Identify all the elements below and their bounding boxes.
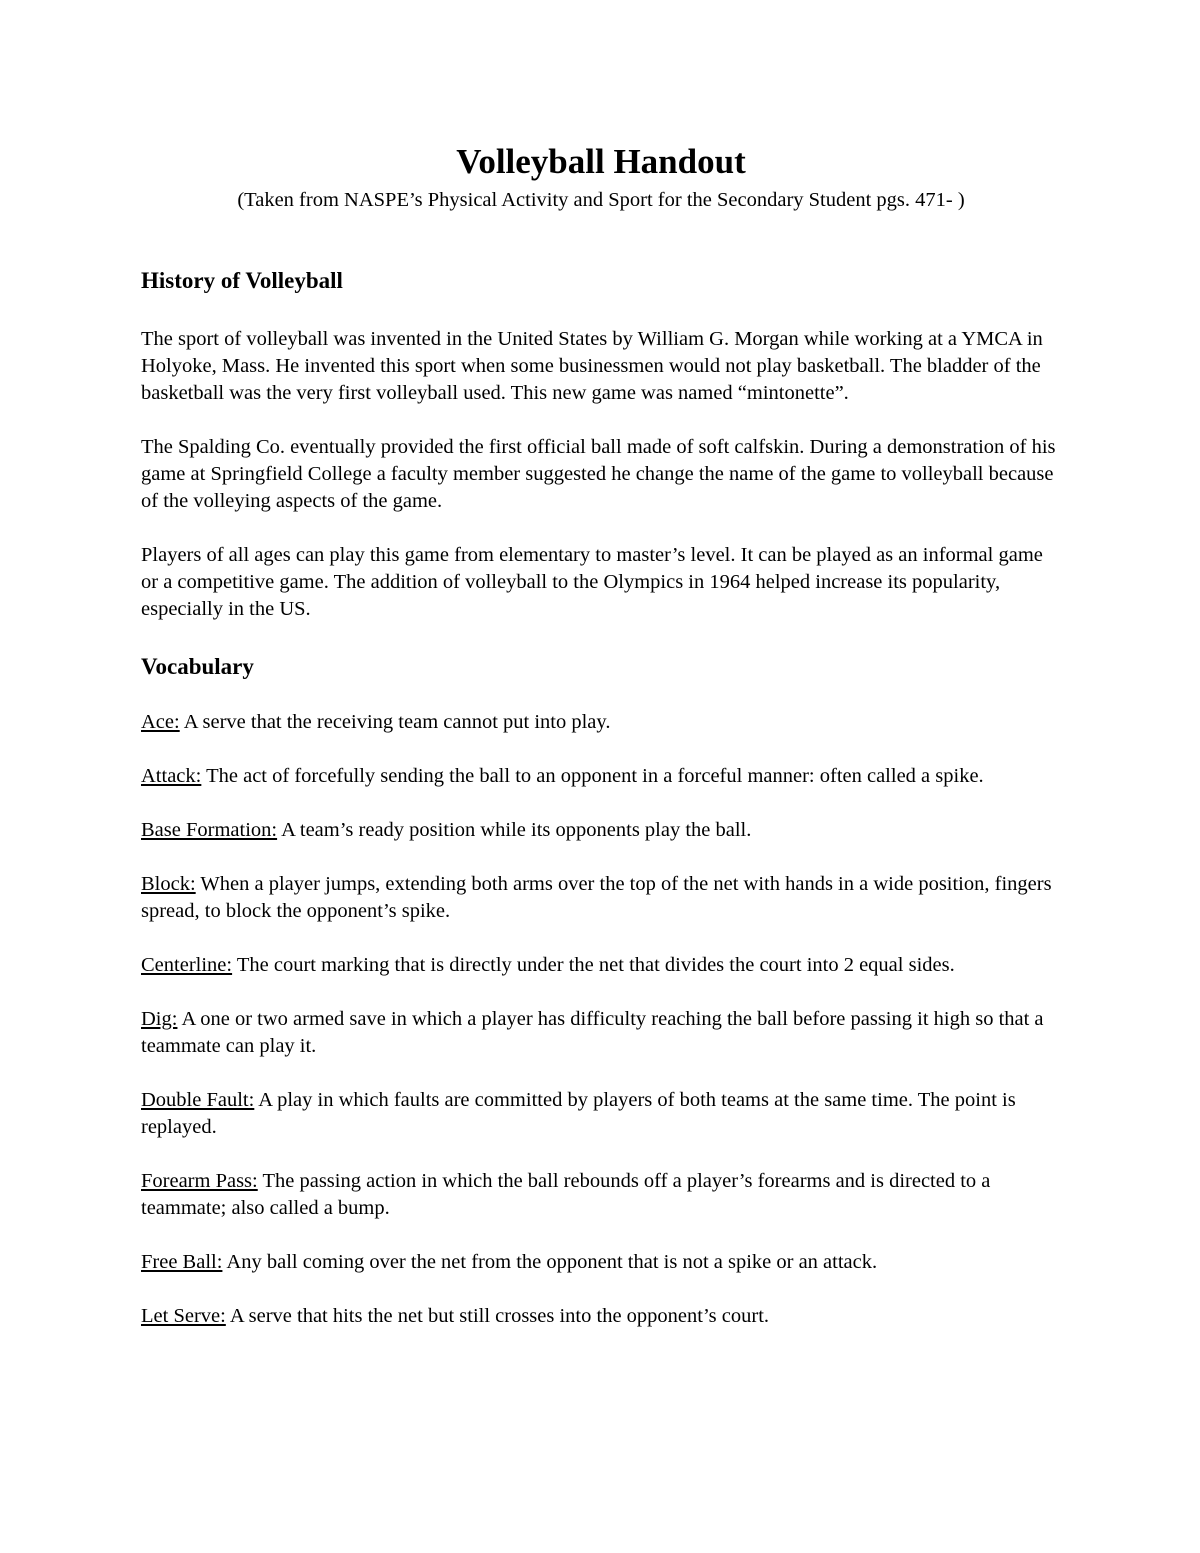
vocabulary-term: Centerline: bbox=[141, 954, 233, 976]
vocabulary-definition: The passing action in which the ball rebounds off a player’s forearms and is directed to a teammate; also called a bump. bbox=[141, 1170, 991, 1219]
vocabulary-term: Dig: bbox=[141, 1008, 178, 1030]
vocabulary-item bbox=[141, 1006, 1061, 1060]
vocabulary-definition: A serve that hits the net but still crosses into the opponent’s court. bbox=[225, 1305, 770, 1327]
vocabulary-item bbox=[141, 952, 1061, 979]
vocabulary-term: Block: bbox=[141, 873, 196, 895]
vocabulary-definition: A play in which faults are committed by players of both teams at the same time. The point is replayed. bbox=[141, 1089, 1016, 1138]
vocabulary-definition: A one or two armed save in which a player has difficulty reaching the ball before passing it high so that a teammate can play it. bbox=[141, 1008, 1044, 1057]
vocabulary-term: Free Ball: bbox=[141, 1251, 223, 1273]
history-paragraph: The Spalding Co. eventually provided the first official ball made of soft calfskin. During a demonstration of his game at Springfield College a faculty member suggested he change the name of the game to volleyball because of the volleying aspects of the game. bbox=[141, 436, 1056, 512]
vocabulary-definition: Any ball coming over the net from the opponent that is not a spike or an attack. bbox=[222, 1251, 878, 1273]
history-heading: History of Volleyball bbox=[141, 268, 343, 293]
vocabulary-item bbox=[141, 1087, 1061, 1141]
document-subtitle: (Taken from NASPE’s Physical Activity and Sport for the Secondary Student pgs. 471- ) bbox=[237, 189, 965, 211]
vocabulary-item bbox=[141, 763, 1061, 790]
document-page bbox=[141, 138, 1061, 1357]
vocabulary-definition: The act of forcefully sending the ball to an opponent in a forceful manner: often called a spike. bbox=[201, 765, 984, 787]
history-paragraph: Players of all ages can play this game from elementary to master’s level. It can be played as an informal game or a competitive game. The addition of volleyball to the Olympics in 1964 helped increase its popularity, especially in the US. bbox=[141, 544, 1043, 620]
vocabulary-term: Double Fault: bbox=[141, 1089, 255, 1111]
vocabulary-definition: A serve that the receiving team cannot put into play. bbox=[179, 711, 611, 733]
vocabulary-term: Forearm Pass: bbox=[141, 1170, 258, 1192]
vocabulary-definition: When a player jumps, extending both arms over the top of the net with hands in a wide position, fingers spread, to block the opponent’s spike. bbox=[141, 873, 1052, 922]
vocabulary-term: Base Formation: bbox=[141, 819, 278, 841]
vocabulary-item bbox=[141, 871, 1061, 925]
vocabulary-item bbox=[141, 1168, 1061, 1222]
vocabulary-item bbox=[141, 1249, 1061, 1276]
vocabulary-item bbox=[141, 1303, 1061, 1330]
history-paragraph: The sport of volleyball was invented in the United States by William G. Morgan while working at a YMCA in Holyoke, Mass. He invented this sport when some businessmen would not play basketball. The bladder of the basketball was the very first volleyball used. This new game was named “mintonette”. bbox=[141, 328, 1043, 404]
vocabulary-item bbox=[141, 817, 1061, 844]
document-title: Volleyball Handout bbox=[456, 142, 746, 181]
vocabulary-term: Attack: bbox=[141, 765, 202, 787]
vocabulary-list bbox=[141, 709, 1061, 1330]
vocabulary-definition: The court marking that is directly under the net that divides the court into 2 equal sides. bbox=[232, 954, 955, 976]
vocabulary-term: Ace: bbox=[141, 711, 180, 733]
vocabulary-item bbox=[141, 709, 1061, 736]
vocabulary-heading: Vocabulary bbox=[141, 654, 254, 679]
vocabulary-definition: A team’s ready position while its opponents play the ball. bbox=[277, 819, 752, 841]
vocabulary-term: Let Serve: bbox=[141, 1305, 226, 1327]
